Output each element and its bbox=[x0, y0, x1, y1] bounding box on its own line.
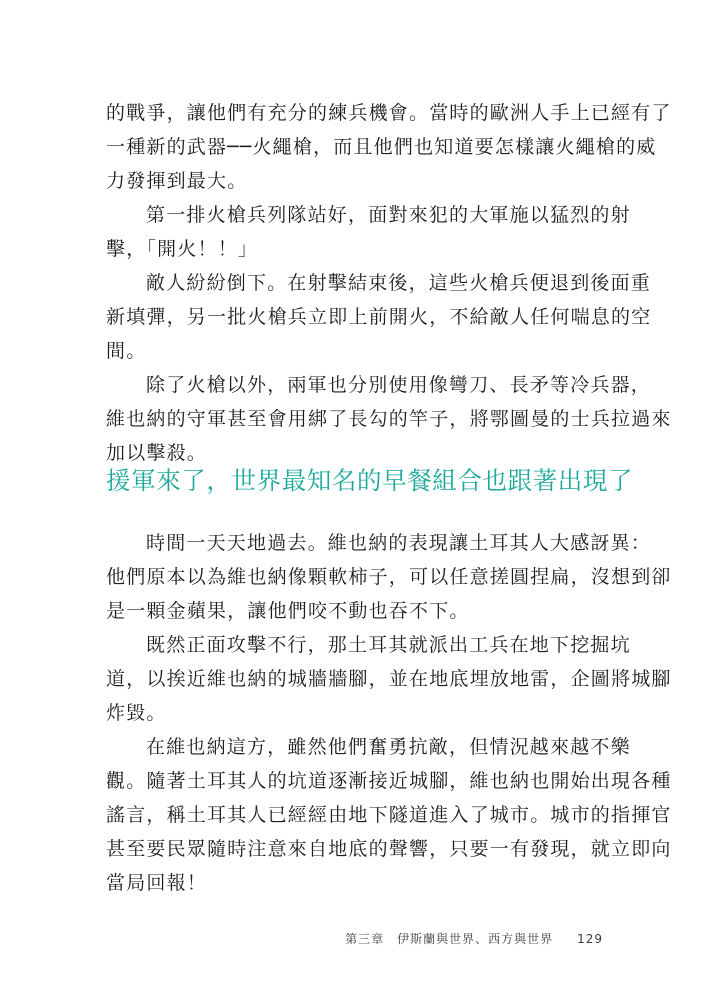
text-line: 謠言，稱土耳其人已經經由地下隧道進入了城市。城市的指揮官 bbox=[106, 804, 672, 826]
text-line: 既然正面攻擊不行，那土耳其就派出工兵在地下挖掘坑 bbox=[146, 634, 631, 656]
text-line: 敵人紛紛倒下。在射擊結束後，這些火槍兵便退到後面重 bbox=[146, 272, 652, 294]
section-heading: 援軍來了，世界最知名的早餐組合也跟著出現了 bbox=[106, 466, 634, 495]
text-line: 新填彈，另一批火槍兵立即上前開火，不給敵人任何喘息的空 bbox=[106, 306, 652, 328]
text-line: 維也納的守軍甚至會用綁了長勾的竿子，將鄂圖曼的士兵拉過來 bbox=[106, 408, 672, 430]
text-block-top bbox=[106, 96, 672, 470]
paragraph bbox=[106, 628, 672, 730]
text-line: 炸毀。 bbox=[106, 702, 167, 724]
text-line: 除了火槍以外，兩軍也分別使用像彎刀、長矛等冷兵器， bbox=[146, 374, 652, 396]
page-footer bbox=[345, 930, 603, 947]
paragraph bbox=[106, 730, 672, 900]
text-line: 他們原本以為維也納像顆軟柿子，可以任意搓圓捏扁，沒想到卻 bbox=[106, 566, 672, 588]
text-line: 觀。隨著土耳其人的坑道逐漸接近城腳，維也納也開始出現各種 bbox=[106, 770, 672, 792]
paragraph bbox=[106, 266, 652, 368]
text-line: 一種新的武器──火繩槍，而且他們也知道要怎樣讓火繩槍的威 bbox=[106, 136, 657, 158]
text-line: 在維也納這方，雖然他們奮勇抗敵，但情況越來越不樂 bbox=[146, 736, 631, 758]
text-line: 道，以挨近維也納的城牆牆腳，並在地底埋放地雷，企圖將城腳 bbox=[106, 668, 672, 690]
text-line: 力發揮到最大。 bbox=[106, 170, 248, 192]
text-block-bottom bbox=[106, 526, 672, 900]
text-line: 的戰爭，讓他們有充分的練兵機會。當時的歐洲人手上已經有了 bbox=[106, 102, 672, 124]
page-number: 129 bbox=[577, 932, 603, 946]
paragraph bbox=[106, 526, 672, 628]
text-line: 加以擊殺。 bbox=[106, 442, 208, 464]
paragraph bbox=[106, 368, 672, 470]
text-line: 第一排火槍兵列隊站好，面對來犯的大軍施以猛烈的射 bbox=[146, 204, 631, 226]
running-head: 第三章 伊斯蘭與世界、西方與世界 bbox=[345, 932, 554, 946]
text-line: 當局回報！ bbox=[106, 872, 208, 894]
text-line: 時間一天天地過去。維也納的表現讓土耳其人大感訝異： bbox=[146, 532, 652, 554]
text-line: 甚至要民眾隨時注意來自地底的聲響，只要一有發現，就立即向 bbox=[106, 838, 672, 860]
paragraph bbox=[106, 96, 672, 198]
text-line: 擊，「開火！！」 bbox=[106, 238, 259, 260]
text-line: 間。 bbox=[106, 340, 147, 362]
text-line: 是一顆金蘋果，讓他們咬不動也吞不下。 bbox=[106, 600, 470, 622]
paragraph bbox=[106, 198, 631, 266]
